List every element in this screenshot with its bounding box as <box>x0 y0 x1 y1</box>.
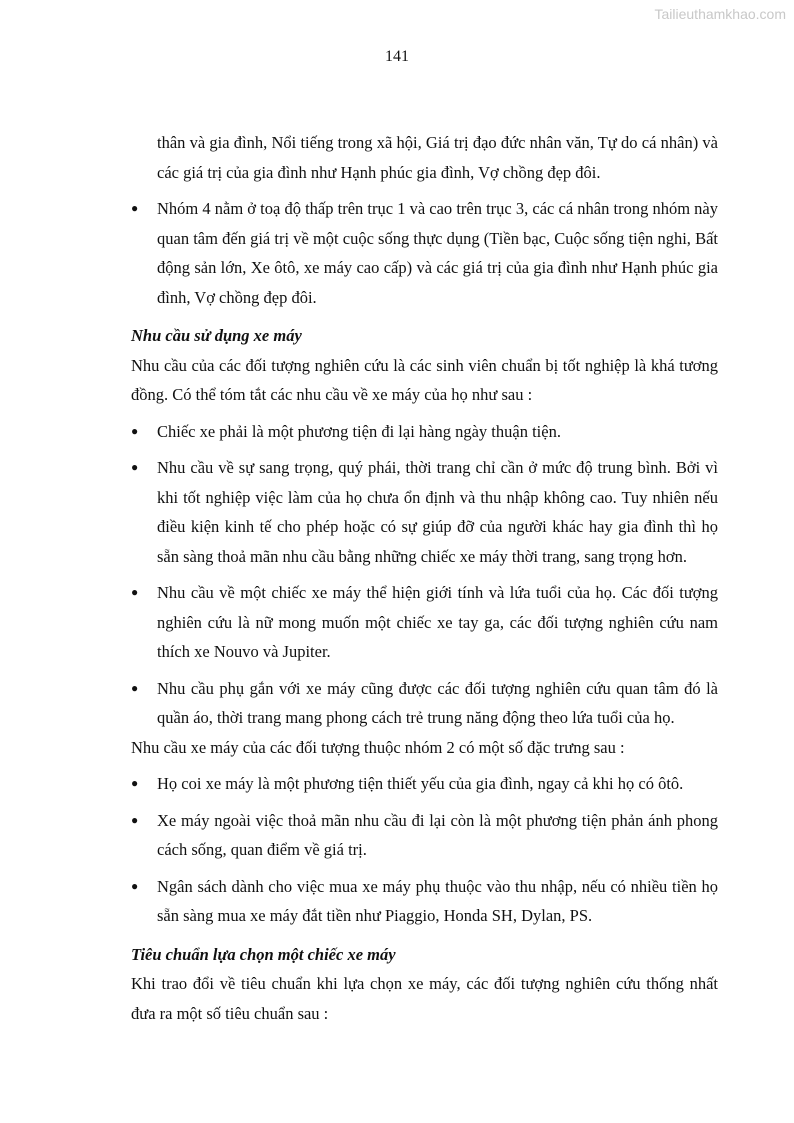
list-item: ● Ngân sách dành cho việc mua xe máy phụ thuộc vào thu nhập, nếu có nhiều tiền họ sẵn sàng mua xe máy đắt tiền như Piaggio, Honda SH, Dylan, PS. <box>131 872 718 931</box>
list-item: ● Nhóm 4 nằm ở toạ độ thấp trên trục 1 và cao trên trục 3, các cá nhân trong nhóm này quan tâm đến giá trị về một cuộc sống thực dụng (Tiền bạc, Cuộc sống tiện nghi, Bất động sản lớn, Xe ôtô, xe máy cao cấp) và các giá trị của gia đình như Hạnh phúc gia đình, Vợ chồng đẹp đôi. <box>131 194 718 312</box>
list-item: ● Nhu cầu phụ gắn với xe máy cũng được các đối tượng nghiên cứu quan tâm đó là quần áo, thời trang mang phong cách trẻ trung năng động theo lứa tuổi của họ. <box>131 674 718 733</box>
list-item: ● Chiếc xe phải là một phương tiện đi lại hàng ngày thuận tiện. <box>131 417 718 447</box>
list-item: ● Nhu cầu về một chiếc xe máy thể hiện giới tính và lứa tuổi của họ. Các đối tượng nghiên cứu là nữ mong muốn một chiếc xe tay ga, các đối tượng nghiên cứu nam thích xe Nouvo và Jupiter. <box>131 578 718 667</box>
bullet-icon: ● <box>131 460 139 474</box>
page-content <box>131 128 718 1028</box>
list-item: ● Họ coi xe máy là một phương tiện thiết yếu của gia đình, ngay cả khi họ có ôtô. <box>131 769 718 799</box>
page-number: 141 <box>385 48 409 65</box>
bullet-icon: ● <box>131 680 139 695</box>
bullet-icon: ● <box>131 812 139 827</box>
list-item: ● Xe máy ngoài việc thoả mãn nhu cầu đi lại còn là một phương tiện phản ánh phong cách sống, quan điểm về giá trị. <box>131 806 718 865</box>
bullet-icon: ● <box>131 423 139 438</box>
bullet-icon: ● <box>131 878 139 893</box>
group2-list <box>131 769 718 931</box>
continuation-paragraph: thân và gia đình, Nổi tiếng trong xã hội, Giá trị đạo đức nhân văn, Tự do cá nhân) và các giá trị của gia đình như Hạnh phúc gia đình, Vợ chồng đẹp đôi. <box>157 133 718 182</box>
group4-list <box>131 194 718 312</box>
bullet-icon: ● <box>131 585 139 599</box>
section-heading-criteria: Tiêu chuẩn lựa chọn một chiếc xe máy <box>131 944 396 964</box>
paragraph: Khi trao đổi về tiêu chuẩn khi lựa chọn xe máy, các đối tượng nghiên cứu thống nhất đưa ra một số tiêu chuẩn sau : <box>131 974 718 1023</box>
watermark: Tailieuthamkhao.com <box>654 6 786 22</box>
section-heading-needs: Nhu cầu sử dụng xe máy <box>131 326 302 345</box>
bullet-icon: ● <box>131 776 139 790</box>
bullet-icon: ● <box>131 201 139 215</box>
paragraph: Nhu cầu xe máy của các đối tượng thuộc nhóm 2 có một số đặc trưng sau : <box>131 737 625 757</box>
needs-list <box>131 417 718 733</box>
paragraph: Nhu cầu của các đối tượng nghiên cứu là các sinh viên chuẩn bị tốt nghiệp là khá tương đồng. Có thể tóm tắt các nhu cầu về xe máy của họ như sau : <box>131 355 718 404</box>
list-item: ● Nhu cầu về sự sang trọng, quý phái, thời trang chỉ cần ở mức độ trung bình. Bởi vì khi tốt nghiệp việc làm của họ chưa ổn định và thu nhập không cao. Tuy nhiên nếu điều kiện kinh tế cho phép hoặc có sự giúp đỡ của người khác hay gia đình thì họ sẵn sàng thoả mãn nhu cầu bằng những chiếc xe máy thời trang, sang trọng hơn. <box>131 453 718 571</box>
